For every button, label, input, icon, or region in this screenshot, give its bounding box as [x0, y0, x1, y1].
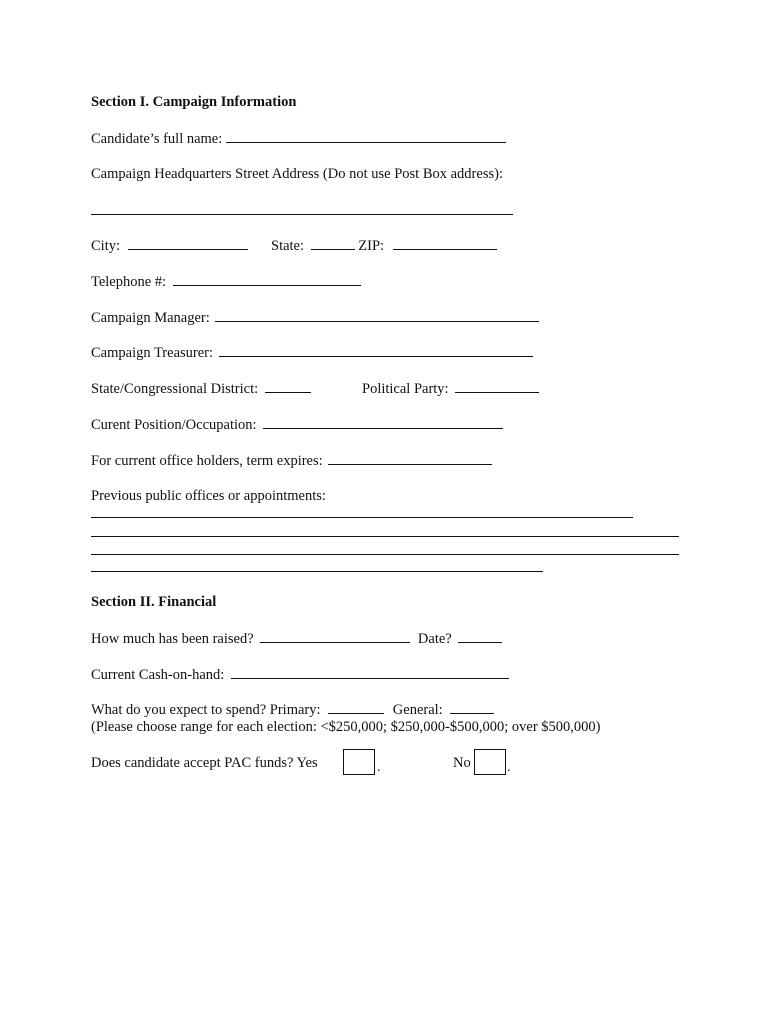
- pac-label: Does candidate accept PAC funds? Yes: [91, 755, 318, 771]
- telephone-label: Telephone #:: [91, 274, 167, 290]
- section-1-heading-prefix: Section I: [91, 94, 146, 110]
- raised-row: [91, 629, 502, 648]
- party-label: Political Party:: [362, 381, 449, 397]
- previous-offices-line-3[interactable]: [91, 554, 679, 555]
- city-label: City:: [91, 238, 121, 254]
- party-field[interactable]: [455, 379, 539, 393]
- cash-label: Current Cash-on-hand:: [91, 667, 225, 683]
- raised-field[interactable]: [260, 629, 410, 643]
- section-2-heading: Section II. Financial: [91, 594, 217, 610]
- range-note: (Please choose range for each election: <$250,000; $250,000-$500,000; over $500,000): [91, 719, 601, 735]
- city-row: [91, 236, 248, 255]
- general-field[interactable]: [450, 700, 494, 714]
- candidate-name-field[interactable]: [226, 129, 506, 143]
- state-group: [271, 236, 497, 255]
- date-field[interactable]: [458, 629, 502, 643]
- hq-address-field[interactable]: [91, 214, 513, 215]
- position-row: [91, 415, 503, 434]
- general-label: General:: [392, 702, 443, 718]
- treasurer-field[interactable]: [219, 343, 533, 357]
- pac-no-checkbox[interactable]: [474, 749, 506, 775]
- date-label: Date?: [417, 631, 452, 647]
- candidate-name-label: Candidate’s full name:: [91, 131, 223, 147]
- pac-no-label: No: [453, 755, 471, 771]
- candidate-name-row: [91, 129, 506, 148]
- position-label: Curent Position/Occupation:: [91, 417, 257, 433]
- manager-row: [91, 308, 539, 327]
- treasurer-label: Campaign Treasurer:: [91, 345, 214, 361]
- zip-label: ZIP:: [358, 238, 385, 254]
- section-1-heading: [91, 93, 296, 111]
- previous-offices-line-4[interactable]: [91, 571, 543, 572]
- section-1-heading-rest: . Campaign Information: [145, 94, 297, 110]
- spend-row: [91, 700, 494, 719]
- telephone-field[interactable]: [173, 272, 361, 286]
- city-field[interactable]: [128, 236, 248, 250]
- term-field[interactable]: [328, 451, 492, 465]
- district-field[interactable]: [265, 379, 311, 393]
- pac-yes-period: .: [377, 760, 381, 775]
- district-label: State/Congressional District:: [91, 381, 259, 397]
- position-field[interactable]: [263, 415, 503, 429]
- previous-offices-label: Previous public offices or appointments:: [91, 488, 326, 504]
- term-row: [91, 451, 492, 470]
- cash-field[interactable]: [231, 665, 509, 679]
- previous-offices-line-1[interactable]: [91, 517, 633, 518]
- state-field[interactable]: [311, 236, 355, 250]
- pac-no-period: .: [507, 760, 511, 775]
- party-group: [362, 379, 539, 398]
- telephone-row: [91, 272, 361, 291]
- manager-label: Campaign Manager:: [91, 310, 210, 326]
- raised-label: How much has been raised?: [91, 631, 254, 647]
- pac-yes-checkbox[interactable]: [343, 749, 375, 775]
- state-label: State:: [271, 238, 305, 254]
- primary-field[interactable]: [328, 700, 384, 714]
- district-row: [91, 379, 311, 398]
- manager-field[interactable]: [215, 308, 539, 322]
- term-label: For current office holders, term expires:: [91, 453, 323, 469]
- spend-label: What do you expect to spend? Primary:: [91, 702, 321, 718]
- treasurer-row: [91, 343, 533, 362]
- zip-field[interactable]: [393, 236, 497, 250]
- previous-offices-line-2[interactable]: [91, 536, 679, 537]
- hq-address-label: Campaign Headquarters Street Address (Do not use Post Box address):: [91, 166, 503, 182]
- cash-row: [91, 665, 509, 684]
